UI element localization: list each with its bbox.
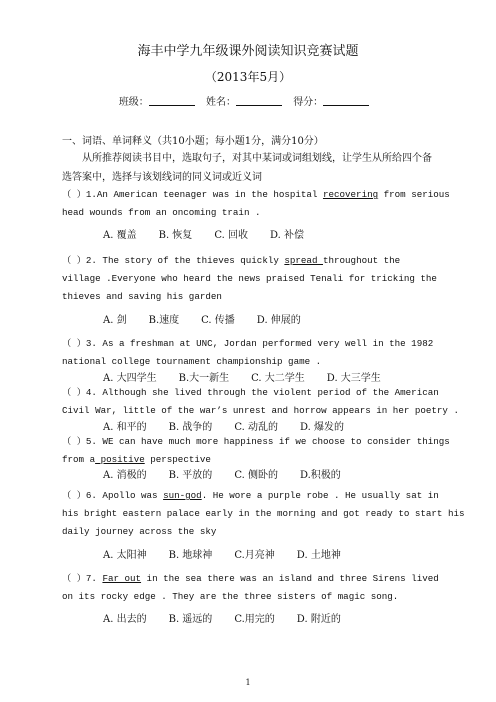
underlined-term: sun-god [163,490,202,501]
option-C[interactable]: C.用完的 [234,614,275,625]
question-text: on its rocky edge . They are the three sisters of magic song. [62,591,399,602]
option-D[interactable]: D. 补偿 [269,230,304,241]
section-heading: 一、词语、单词释义（共10小题；每小题1分，满分10分） [62,136,324,147]
score-blank [323,95,369,106]
underlined-term: positive [95,454,145,465]
option-C[interactable]: C. 传播 [201,315,235,326]
option-D[interactable]: D. 附近的 [296,614,341,625]
question-text: daily journey across the sky [62,526,217,537]
option-B[interactable]: B. 恢复 [158,230,193,241]
option-B[interactable]: B. 平放的 [168,470,213,481]
question-text: national college tournament championship game . [62,356,322,367]
question-text: . He wore a purple robe . He usually sat in [201,490,439,501]
option-B[interactable]: B. 战争的 [168,422,213,433]
option-D[interactable]: D.积极的 [299,470,341,481]
question-4-line [62,384,442,402]
option-C[interactable]: C. 回收 [214,230,248,241]
question-text: from a [62,454,96,465]
option-D[interactable]: D. 土地神 [296,550,341,561]
option-C[interactable]: C. 大二学生 [251,373,305,384]
option-A[interactable]: A. 和平的 [103,422,147,433]
question-6-line [62,523,442,541]
question-text: （ ）1.An American teenager was in the hospital [62,189,323,200]
option-B[interactable]: B. 遥远的 [168,614,213,625]
question-2-options [103,311,323,326]
question-text: （ ）4. Although she lived through the violent period of the American [62,387,439,398]
question-text: （ ）6. Apollo was [62,490,164,501]
question-6-line [62,487,442,505]
question-text: （ ）3. As a freshman at UNC, Jordan performed very well in the 1982 [62,338,434,349]
question-text: from serious [378,189,450,200]
question-2-line [62,288,442,306]
name-label: 姓名： [206,97,236,108]
underlined-term: Far out [102,573,142,584]
question-3-options [103,369,403,384]
option-A[interactable]: A. 太阳神 [103,550,147,561]
option-B[interactable]: B. 地球神 [168,550,213,561]
question-6-options [103,546,363,561]
option-B[interactable]: B.速度 [148,315,180,326]
score-label: 得分： [293,97,324,108]
option-A[interactable]: A. 覆盖 [103,230,137,241]
question-4-options [103,418,366,433]
exam-title: 海丰中学九年级课外阅读知识竞赛试题 [137,44,359,59]
question-5-line [62,433,450,451]
question-1-line [62,186,450,204]
instructions: 从所推荐阅读书目中，选取句子，对其中某词或词组划线，让学生从所给四个备选答案中，选择与该划线词的同义词或近义词 [62,153,432,183]
question-text: Civil War, little of the war’s unrest and horrow appears in her poetry . [62,405,459,416]
question-text: throughout the [322,255,401,266]
option-D[interactable]: D. 伸展的 [256,315,301,326]
question-text: （ ）5. WE can have much more happiness if we choose to consider things [62,436,450,447]
option-C[interactable]: C. 动乱的 [234,422,278,433]
question-text: his bright eastern palace early in the morning and got ready to start his [62,508,465,519]
exam-date: （2013年5月） [204,70,292,84]
question-text: village .Everyone who heard the news praised Tenali for tricking the [62,273,437,284]
question-2-line [62,270,442,288]
question-text: head wounds from an oncoming train . [62,207,261,218]
question-6-line [62,505,465,523]
question-3-line [62,335,442,353]
question-7-line [62,570,442,588]
question-text: perspective [144,454,211,465]
question-5-options [103,466,363,481]
option-B[interactable]: B.大一新生 [178,373,230,384]
question-text: in the sea there was an island and three Sirens lived [141,573,439,584]
option-A[interactable]: A. 大四学生 [103,373,157,384]
student-info-row [0,93,496,108]
question-1-options [103,226,326,241]
name-blank [236,95,282,106]
class-blank [149,95,195,106]
underlined-term: spread [284,255,323,266]
underlined-term: recovering [322,189,379,200]
class-label: 班级： [118,97,149,108]
option-D[interactable]: D. 爆发的 [299,422,344,433]
question-2-line [62,252,442,270]
option-C[interactable]: C. 侧卧的 [234,470,278,481]
option-A[interactable]: A. 剑 [103,315,127,326]
option-A[interactable]: A. 出去的 [103,614,147,625]
question-1-line [62,204,442,222]
question-7-line [62,588,442,606]
option-D[interactable]: D. 大三学生 [326,373,381,384]
question-text: （ ）7. [62,573,103,584]
option-A[interactable]: A. 消极的 [103,470,147,481]
question-7-options [103,610,363,625]
option-C[interactable]: C.月亮神 [234,550,275,561]
question-text: （ ）2. The story of the thieves quickly [62,255,285,266]
page-number: 1 [245,678,251,687]
question-text: thieves and saving his garden [62,291,222,302]
